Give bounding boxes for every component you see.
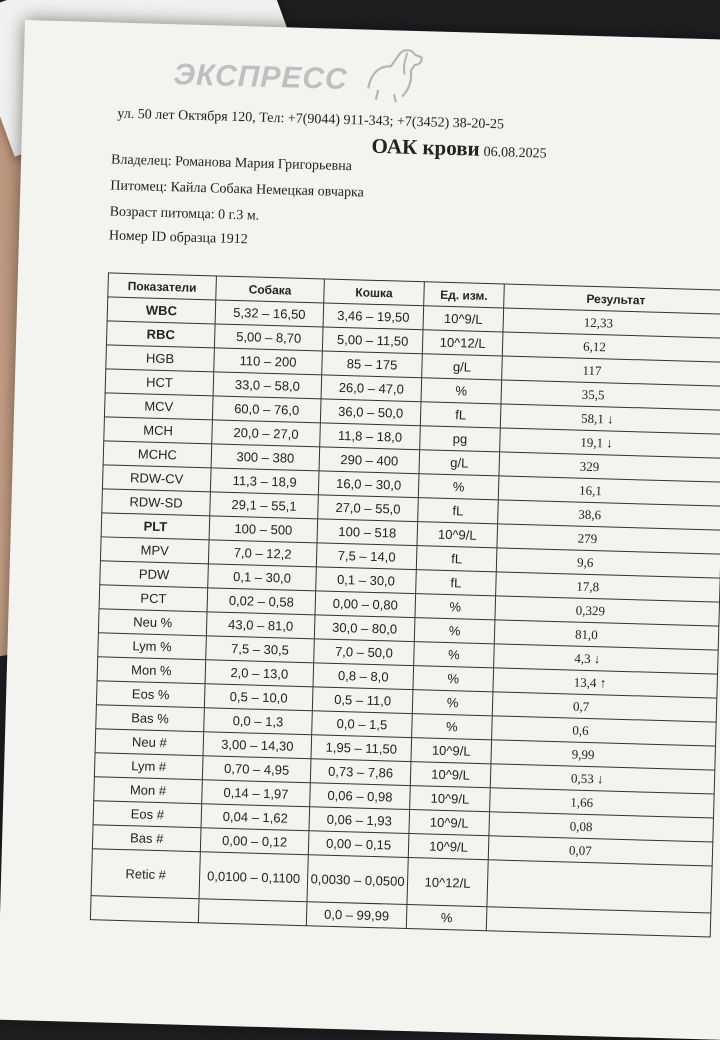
result-value: 58,1 ↓ [500,404,720,434]
dog-range: 110 – 200 [214,348,323,375]
dog-range: 5,32 – 16,50 [215,300,324,327]
result-value: 0,6 [492,716,717,746]
result-value: 0,08 [489,812,714,842]
result-value: 19,1 ↓ [500,428,720,458]
cat-range: 16,0 – 30,0 [318,471,419,498]
parameter-name [90,896,199,923]
header-dog: Собака [216,276,325,303]
header-cat: Кошка [324,279,425,306]
cat-range: 0,0 – 1,5 [312,711,413,738]
unit: g/L [422,354,503,380]
cat-range: 26,0 – 47,0 [321,375,422,402]
dog-range: 0,04 – 1,62 [201,804,310,831]
result-value: 17,8 [496,572,720,602]
report-title-text: ОАК крови [371,133,481,161]
cat-range: 0,06 – 1,93 [309,807,410,834]
cat-range: 27,0 – 55,0 [318,495,419,522]
dog-range: 3,00 – 14,30 [203,732,312,759]
result-value: 0,7 [492,692,717,722]
result-value: 0,07 [488,836,713,866]
parameter-name: MCV [104,393,213,420]
parameter-name: WBC [107,297,216,324]
cat-range: 0,8 – 8,0 [313,663,414,690]
owner-line: Владелец: Романова Мария Григорьевна [110,152,353,175]
pet-age-line: Возраст питомца: 0 г.3 м. [109,204,260,224]
parameter-name: HGB [106,345,215,372]
cat-range: 36,0 – 50,0 [320,399,421,426]
unit: 10^9/L [410,786,491,812]
result-value: 279 [497,524,720,554]
result-value: 6,12 [502,332,720,362]
header-result: Результат [504,284,720,314]
result-value: 9,99 [491,740,716,770]
result-value: 81,0 [494,620,719,650]
unit: % [415,594,496,620]
unit: 10^9/L [410,762,491,788]
result-value [486,907,711,937]
dog-range: 5,00 – 8,70 [214,324,323,351]
dog-range: 0,5 – 10,0 [204,684,313,711]
unit: pg [420,426,501,452]
unit: 10^12/L [422,330,503,356]
parameter-name: Mon # [94,777,203,804]
dog-range: 7,5 – 30,5 [206,636,315,663]
parameter-name: Retic # [91,849,200,899]
parameter-name: MCH [104,417,213,444]
dog-range: 2,0 – 13,0 [205,660,314,687]
unit: 10^9/L [408,834,489,860]
parameter-name: Lym # [94,753,203,780]
result-value: 0,329 [495,596,720,626]
result-value: 16,1 [498,476,720,506]
report-title [371,134,547,164]
table-body [90,297,720,937]
result-value: 12,33 [503,308,720,338]
dog-range: 0,1 – 30,0 [208,564,317,591]
parameter-name: MCHC [103,441,212,468]
cat-range: 30,0 – 80,0 [314,615,415,642]
dog-range: 0,0100 – 0,1100 [199,852,308,902]
result-value: 13,4 ↑ [493,668,718,698]
unit: % [412,714,493,740]
parameter-name: PDW [100,561,209,588]
result-value: 329 [499,452,720,482]
cat-range: 0,00 – 0,15 [308,831,409,858]
parameter-name: PCT [99,585,208,612]
cat-range: 85 – 175 [322,351,423,378]
cat-range: 0,0 – 99,99 [306,902,407,929]
unit: % [414,618,495,644]
unit: 10^9/L [423,306,504,332]
dog-logo-icon [358,43,430,105]
cat-range: 7,5 – 14,0 [316,543,417,570]
unit: % [412,690,493,716]
cat-range: 0,73 – 7,86 [310,759,411,786]
report-date: 06.08.2025 [483,144,547,162]
unit: g/L [419,450,500,476]
unit: fL [418,498,499,524]
cat-range: 7,0 – 50,0 [314,639,415,666]
cat-range: 100 – 518 [317,519,418,546]
dog-range: 60,0 – 76,0 [212,396,321,423]
dog-range: 33,0 – 58,0 [213,372,322,399]
dog-range [198,899,307,926]
dog-range: 300 – 380 [211,444,320,471]
cat-range: 0,0030 – 0,0500 [307,855,408,905]
cat-range: 290 – 400 [319,447,420,474]
cat-range: 1,95 – 11,50 [311,735,412,762]
parameter-name: Eos # [93,801,202,828]
dog-range: 0,00 – 0,12 [200,828,309,855]
dog-range: 7,0 – 12,2 [208,540,317,567]
unit: % [421,378,502,404]
parameter-name: RDW-CV [102,465,211,492]
clinic-address: ул. 50 лет Октября 120, Тел: +7(9044) 911-343; +7(3452) 38-20-25 [117,106,505,133]
parameter-name: Lym % [98,633,207,660]
dog-range: 100 – 500 [209,516,318,543]
result-value: 4,3 ↓ [494,644,719,674]
result-value: 1,66 [490,788,715,818]
unit: % [406,905,487,931]
result-value: 0,53 ↓ [490,764,715,794]
lab-report-sheet [0,20,720,1040]
parameter-name: Neu % [98,609,207,636]
unit: 10^9/L [411,738,492,764]
clinic-logo: ЭКСПРЕСС [173,58,349,97]
cat-range: 11,8 – 18,0 [320,423,421,450]
cat-range: 0,5 – 11,0 [312,687,413,714]
result-value: 38,6 [498,500,720,530]
parameter-name: Neu # [95,729,204,756]
parameter-name: Bas # [92,825,201,852]
result-value [487,860,712,913]
unit: fL [416,570,497,596]
parameter-name: Bas % [96,705,205,732]
parameter-name: RDW-SD [102,489,211,516]
cat-range: 3,46 – 19,50 [323,303,424,330]
dog-range: 20,0 – 27,0 [212,420,321,447]
pet-line: Питомец: Кайла Собака Немецкая овчарка [110,178,365,201]
dog-range: 0,0 – 1,3 [204,708,313,735]
unit: 10^12/L [407,858,488,907]
unit: 10^9/L [417,522,498,548]
result-value: 117 [502,356,720,386]
dog-range: 43,0 – 81,0 [206,612,315,639]
cat-range: 0,06 – 0,98 [310,783,411,810]
parameter-name: PLT [101,513,210,540]
dog-range: 29,1 – 55,1 [210,492,319,519]
cat-range: 0,1 – 30,0 [316,567,417,594]
unit: % [418,474,499,500]
result-value: 9,6 [496,548,720,578]
parameter-name: MPV [100,537,209,564]
unit: fL [420,402,501,428]
header-parameter: Показатели [108,273,217,300]
dog-range: 0,02 – 0,58 [207,588,316,615]
header-unit: Ед. изм. [424,282,505,308]
sample-id-line: Номер ID образца 1912 [108,228,248,248]
parameter-name: Eos % [96,681,205,708]
unit: 10^9/L [409,810,490,836]
parameter-name: RBC [106,321,215,348]
unit: % [413,666,494,692]
dog-range: 0,14 – 1,97 [202,780,311,807]
unit: fL [416,546,497,572]
unit: % [414,642,495,668]
results-table [90,272,720,937]
parameter-name: HCT [105,369,214,396]
parameter-name: Mon % [97,657,206,684]
dog-range: 0,70 – 4,95 [202,756,311,783]
cat-range: 0,00 – 0,80 [315,591,416,618]
result-value: 35,5 [501,380,720,410]
dog-range: 11,3 – 18,9 [210,468,319,495]
cat-range: 5,00 – 11,50 [322,327,423,354]
